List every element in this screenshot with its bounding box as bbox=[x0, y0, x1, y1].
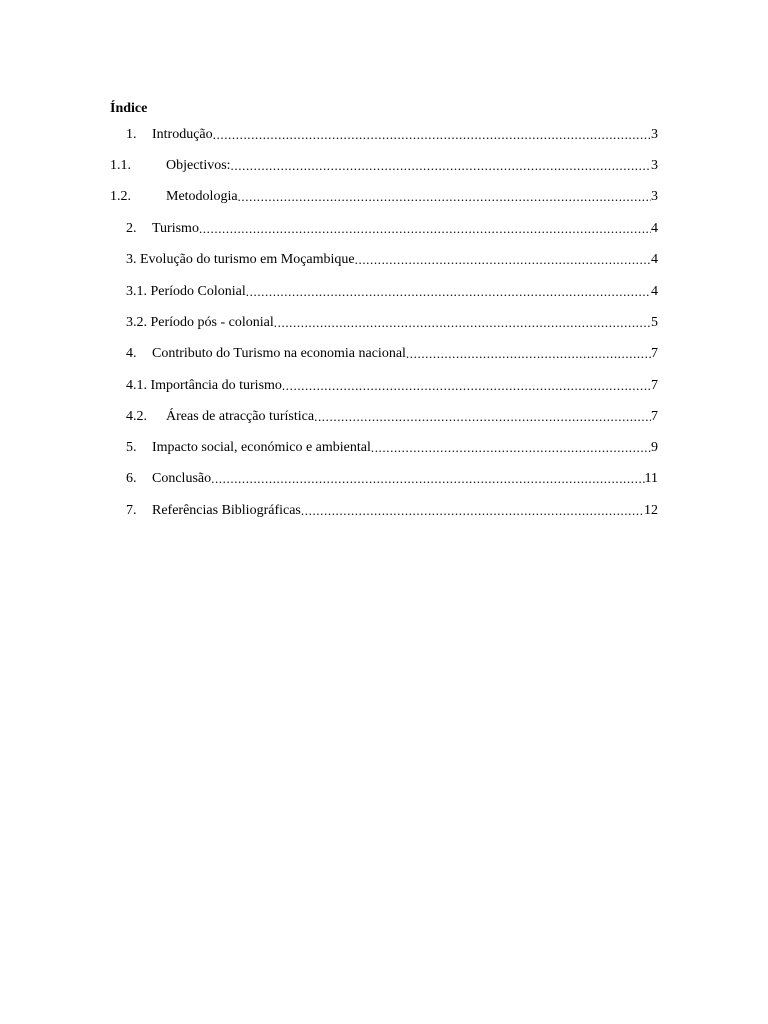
toc-entry-number: 6. bbox=[126, 471, 137, 486]
toc-entry[interactable] bbox=[110, 186, 658, 206]
toc-entry[interactable] bbox=[126, 437, 658, 457]
toc-entry-page: 7 bbox=[651, 378, 658, 393]
toc-dot-leader bbox=[246, 284, 651, 300]
toc-entry-text: Turismo bbox=[152, 221, 199, 236]
toc-entry-text: Introdução bbox=[152, 127, 213, 142]
toc-entry-number: 1.1. bbox=[110, 158, 131, 173]
toc-dot-leader bbox=[314, 409, 651, 425]
toc-dot-leader bbox=[213, 127, 651, 143]
toc-entry-page: 4 bbox=[651, 252, 658, 267]
toc-entry-page: 4 bbox=[651, 284, 658, 299]
toc-dot-leader bbox=[371, 440, 651, 456]
toc-dot-leader bbox=[274, 315, 651, 331]
toc-entry-page: 11 bbox=[644, 471, 658, 486]
toc-entry-text: Impacto social, económico e ambiental bbox=[152, 440, 371, 455]
toc-entry-text: Conclusão bbox=[152, 471, 212, 486]
toc-dot-leader bbox=[231, 158, 651, 174]
toc-title: Índice bbox=[110, 101, 148, 116]
toc-entry-text: 3.2. Período pós - colonial bbox=[126, 315, 274, 330]
toc-entry-text: 4.1. Importância do turismo bbox=[126, 378, 282, 393]
toc-entry[interactable] bbox=[126, 406, 658, 426]
toc-entry-number: 5. bbox=[126, 440, 137, 455]
toc-entry-text: Áreas de atracção turística bbox=[166, 409, 315, 424]
toc-dot-leader bbox=[355, 252, 651, 268]
toc-dot-leader bbox=[301, 503, 644, 519]
toc-entry[interactable] bbox=[126, 343, 658, 363]
toc-entry-page: 3 bbox=[651, 189, 658, 204]
toc-entry-text: Referências Bibliográficas bbox=[152, 503, 301, 518]
toc-entry[interactable] bbox=[126, 500, 658, 520]
toc-dot-leader bbox=[211, 471, 644, 487]
toc-entry-number: 4.2. bbox=[126, 409, 147, 424]
toc-entry[interactable] bbox=[126, 312, 658, 332]
toc-entry[interactable] bbox=[110, 155, 658, 175]
toc-entry[interactable] bbox=[126, 249, 658, 269]
toc-entry-text: 3.1. Período Colonial bbox=[126, 284, 246, 299]
toc-entry-page: 4 bbox=[651, 221, 658, 236]
toc-entry-page: 5 bbox=[651, 315, 658, 330]
toc-entry-number: 7. bbox=[126, 503, 137, 518]
toc-entry-number: 2. bbox=[126, 221, 137, 236]
toc-entry[interactable] bbox=[126, 218, 658, 238]
toc-entry-page: 3 bbox=[651, 158, 658, 173]
toc-entry-text: Metodologia bbox=[166, 189, 238, 204]
toc-entry-number: 4. bbox=[126, 346, 137, 361]
toc-entry-text: Objectivos: bbox=[166, 158, 231, 173]
toc-entry-page: 7 bbox=[651, 409, 658, 424]
toc-entry-page: 12 bbox=[644, 503, 658, 518]
toc-entry[interactable] bbox=[126, 468, 658, 488]
toc-dot-leader bbox=[199, 221, 651, 237]
toc-entry-number: 1.2. bbox=[110, 189, 131, 204]
toc-entry-page: 3 bbox=[651, 127, 658, 142]
toc-dot-leader bbox=[238, 189, 651, 205]
toc-entry[interactable] bbox=[126, 124, 658, 144]
toc-dot-leader bbox=[406, 346, 651, 362]
toc-entry[interactable] bbox=[126, 281, 658, 301]
toc-entry[interactable] bbox=[126, 375, 658, 395]
toc-entry-text: Contributo do Turismo na economia nacional bbox=[152, 346, 406, 361]
toc-entry-number: 1. bbox=[126, 127, 137, 142]
toc-entry-page: 7 bbox=[651, 346, 658, 361]
toc-entry-text: 3. Evolução do turismo em Moçambique bbox=[126, 252, 355, 267]
toc-dot-leader bbox=[282, 378, 651, 394]
toc-entry-page: 9 bbox=[651, 440, 658, 455]
